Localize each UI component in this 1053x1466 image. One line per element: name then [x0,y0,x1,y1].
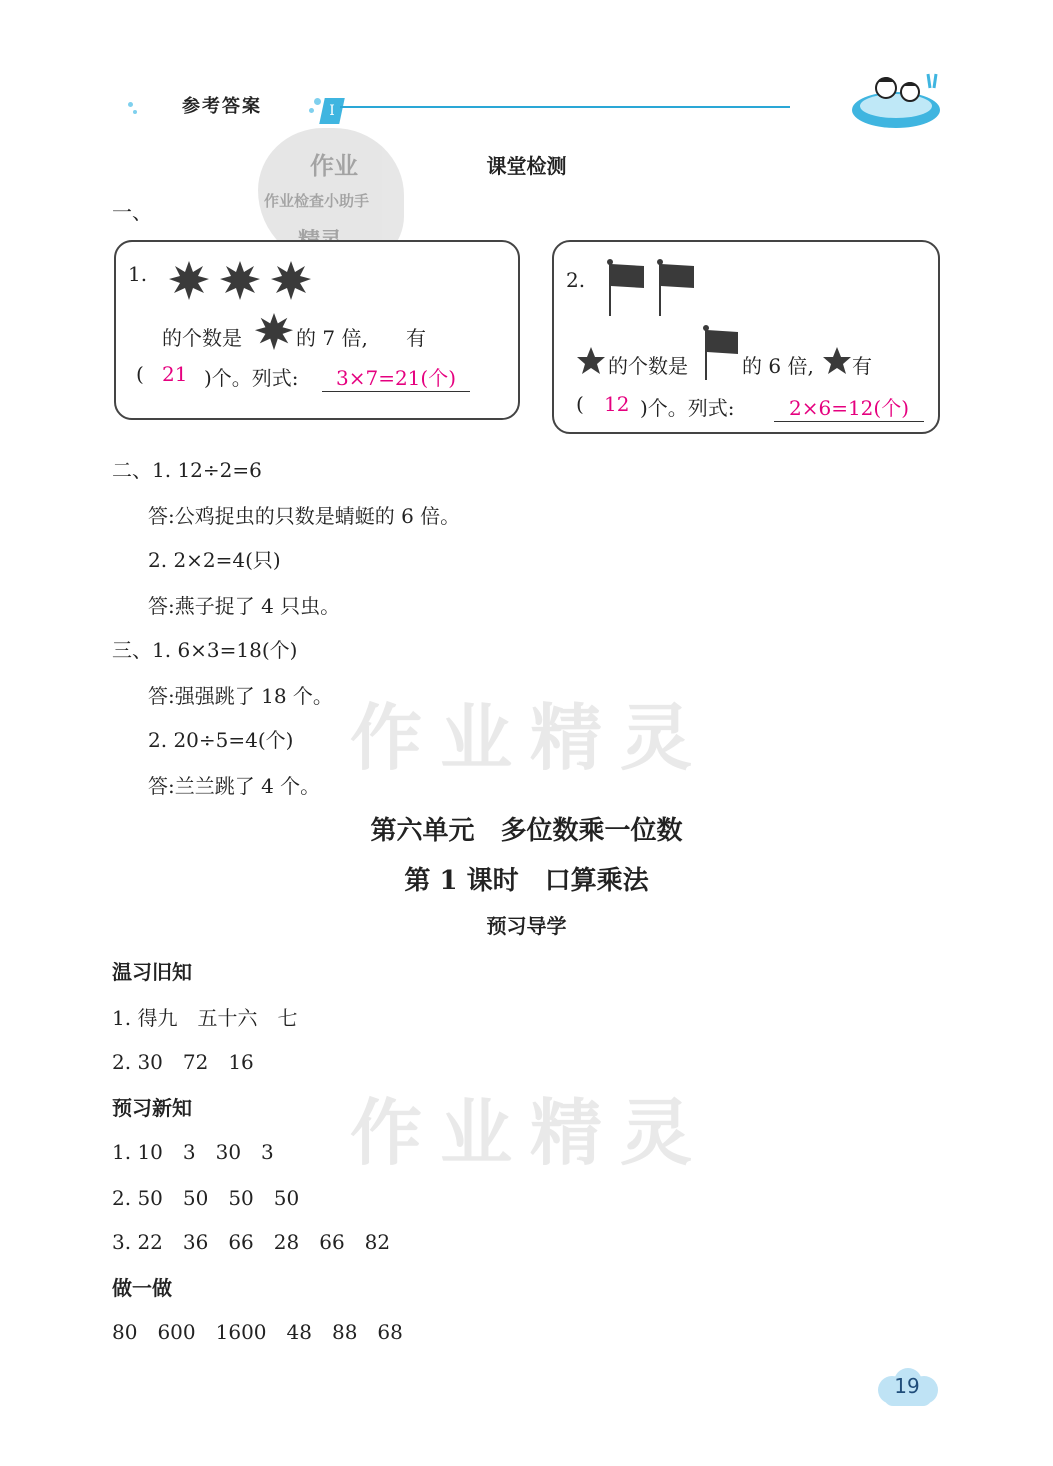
box2-formula: 2×6=12(个) [774,392,924,422]
header-dot-4 [309,108,314,113]
cartoon-kids-icon [850,70,946,132]
header-rule [340,106,790,108]
box1-answer: 21 [162,362,188,386]
sun-icons-row [168,260,318,302]
part2-line-4: 答:燕子捉了 4 只虫。 [148,594,341,618]
part2-line-1: 二、1. 12÷2=6 [112,458,262,482]
stamp-line-2: 作业检查小助手 [264,192,370,210]
question-box-2 [552,240,940,434]
box1-text-2: 的 7 倍, [296,326,368,350]
new-knowledge-line-3: 3. 22 36 66 28 66 82 [112,1230,391,1254]
part3-line-1: 三、1. 6×3=18(个) [112,638,298,662]
part2-line-3: 2. 2×2=4(只) [148,548,281,572]
preview-title: 预习导学 [486,914,567,938]
moon-icon [132,316,160,352]
page-number: 19 [894,1374,920,1398]
header-dot-3 [314,98,321,105]
flag-icons-row [606,258,700,318]
watermark-text-1: 作业精灵 [350,696,711,780]
box2-number: 2. [566,268,586,292]
part3-line-4: 答:兰兰跳了 4 个。 [148,774,321,798]
header-dot-1 [128,102,133,107]
question-box-1 [114,240,520,420]
part1-label: 一、 [112,200,152,224]
header-title: 参考答案 [182,96,262,117]
practice-heading: 做一做 [112,1276,172,1300]
unit-title: 第六单元 多位数乘一位数 [370,816,683,846]
header-dot-2 [133,110,137,114]
box2-answer: 12 [604,392,630,416]
new-knowledge-line-2: 2. 50 50 50 50 [112,1186,300,1210]
box1-text-3: 有 [406,326,426,350]
box1-paren-open: ( [136,362,144,386]
box2-paren-close: )个。列式: [640,396,735,420]
header-tab [319,98,345,124]
new-knowledge-line-1: 1. 10 3 30 3 [112,1140,274,1164]
new-knowledge-heading: 预习新知 [112,1096,192,1120]
review-line-2: 2. 30 72 16 [112,1050,254,1074]
flag-icon [702,324,742,382]
review-heading: 温习旧知 [112,960,192,984]
watermark-text-2: 作业精灵 [350,1091,711,1175]
review-line-1: 1. 得九 五十六 七 [112,1006,298,1030]
box1-text-1: 的个数是 [162,326,242,350]
box2-paren-open: ( [576,392,584,416]
moon-icon-2 [378,316,406,352]
part2-line-2: 答:公鸡捉虫的只数是蜻蜓的 6 倍。 [148,504,461,528]
box2-text-1: 的个数是 [608,354,688,378]
sun-icon [254,312,294,352]
part3-line-3: 2. 20÷5=4(个) [148,728,294,752]
section-title-check: 课堂检测 [486,154,567,178]
box2-text-2: 的 6 倍, [742,354,814,378]
header-tab-mark: I [329,103,335,119]
stamp-line-1: 作业 [310,151,358,180]
star-icon-2 [822,346,852,376]
box1-paren-close: )个。列式: [204,366,299,390]
part3-line-2: 答:强强跳了 18 个。 [148,684,333,708]
lesson-title: 第 1 课时 口算乘法 [404,866,649,896]
box1-number: 1. [128,262,148,286]
star-icon [576,346,606,376]
practice-line: 80 600 1600 48 88 68 [112,1320,403,1344]
box2-text-3: 有 [852,354,872,378]
box1-formula: 3×7=21(个) [322,362,470,392]
